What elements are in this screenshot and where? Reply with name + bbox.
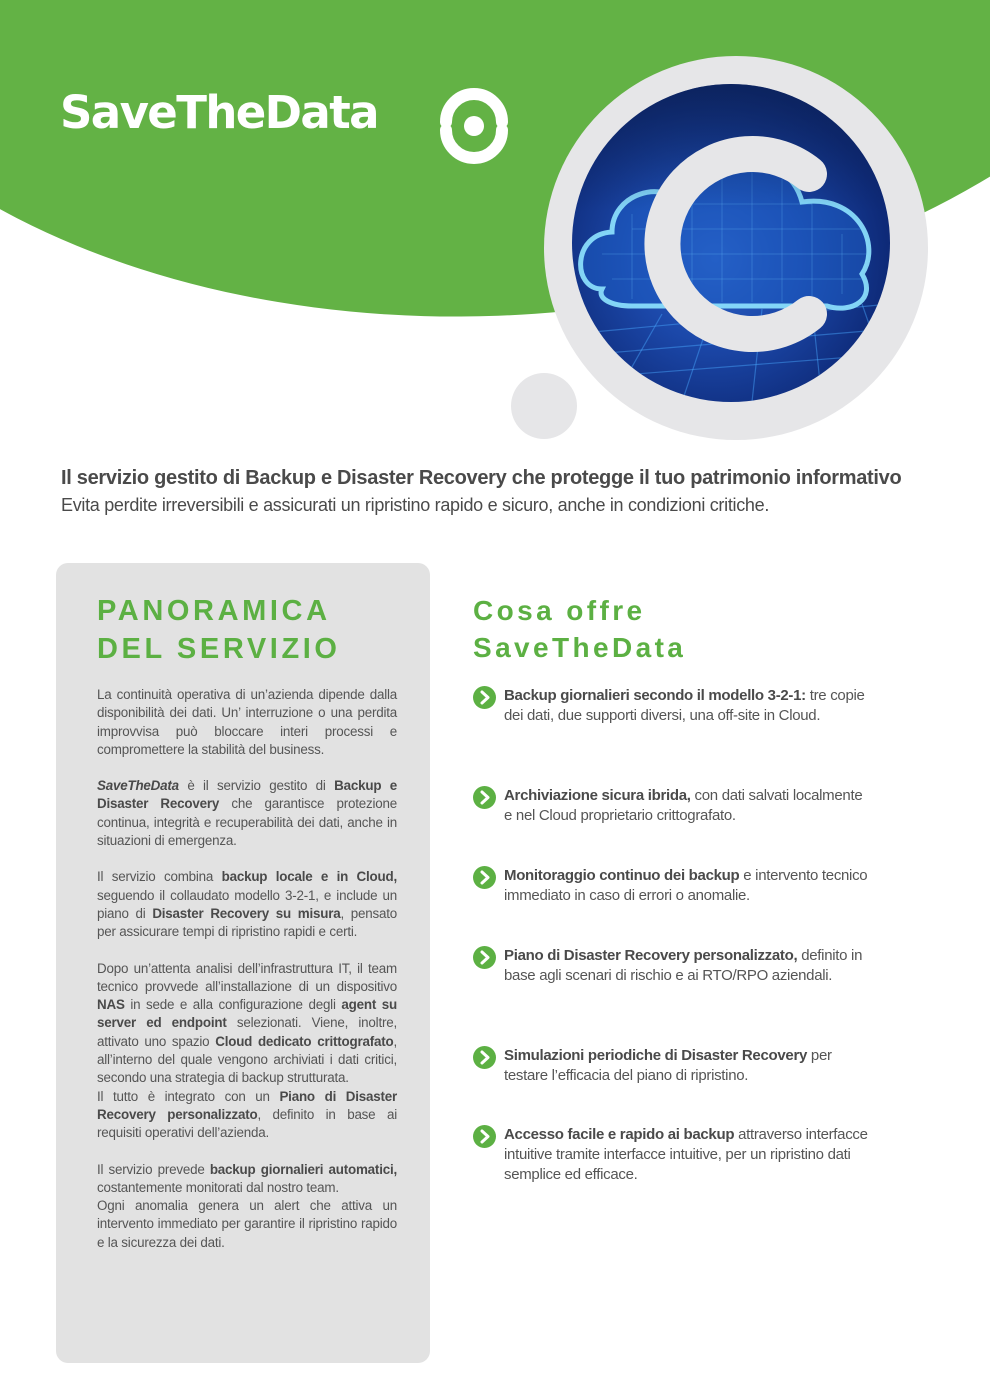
offer-item-bold: Simulazioni periodiche di Disaster Recovery (504, 1047, 808, 1064)
overview-paragraph (97, 960, 397, 1088)
overview-body (97, 686, 397, 1270)
text-span: , pensato per assicurare tempi di ripristino rapidi e certi. (97, 905, 398, 940)
text-span: , all’interno del quale vengono archiviati i dati critici, secondo una strategia di backup strutturata. (97, 1033, 397, 1086)
offer-item-desc: tre copie dei dati, due supporti diversi, una off-site in Cloud. (504, 687, 865, 724)
text-bold: backup locale e in Cloud, (221, 869, 397, 885)
text-span: Il tutto è integrato con un (97, 1088, 280, 1104)
chevron-right-icon (473, 866, 496, 889)
overview-paragraph: Ogni anomalia genera un alert che attiva un intervento immediato per garantire il ripristino rapido e la sicurezza dei dati. (97, 1198, 397, 1250)
chevron-right-icon (473, 946, 496, 969)
offer-item-text (504, 866, 874, 906)
offer-item-text (504, 1125, 874, 1185)
decorative-dot (511, 373, 577, 439)
offer-item-text (504, 1046, 874, 1086)
intro-title: Il servizio gestito di Backup e Disaster Recovery che protegge il tuo patrimonio informativo (61, 467, 902, 489)
offer-item-bold: Accesso facile e rapido ai backup (504, 1126, 735, 1143)
offer-item-desc: e intervento tecnico immediato in caso di errori o anomalie. (504, 867, 868, 904)
text-span: costantemente monitorati dal nostro team. (97, 1179, 339, 1195)
intro-section (61, 465, 921, 518)
intro-subtitle: Evita perdite irreversibili e assicurati un ripristino rapido e sicuro, anche in condizioni critiche. (61, 495, 770, 515)
text-bold: Disaster Recovery su misura (152, 905, 341, 921)
offer-item-bold: Archiviazione sicura ibrida, (504, 787, 691, 804)
text-bold: Piano di Disaster Recovery personalizzato (97, 1088, 398, 1122)
text-bold: Backup e Disaster Recovery (97, 778, 397, 812)
text-bold: NAS (97, 997, 125, 1013)
text-span: selezionati. Viene, inoltre, attivato uno spazio (97, 1015, 397, 1049)
text-span: è il servizio gestito di (178, 778, 335, 794)
offer-item-text (504, 946, 874, 986)
offer-title (473, 592, 686, 666)
sync-logo-icon (430, 82, 518, 170)
overview-paragraph (97, 868, 397, 941)
text-bold: backup giornalieri automatici, (209, 1161, 398, 1177)
brand-logo-text: SaveTheData (60, 86, 378, 139)
overview-paragraph (97, 1161, 397, 1198)
offer-item-desc: definito in base agli scenari di rischio e ai RTO/RPO aziendali. (504, 947, 863, 984)
offer-item-desc: attraverso interfacce intuitive tramite interfacce intuitive, per un ripristino dati semplice ed efficace. (504, 1126, 868, 1183)
offer-item-desc: per testare l’efficacia del piano di ripristino. (504, 1047, 832, 1084)
overview-paragraph: La continuità operativa di un’azienda dipende dalla disponibilità dei dati. Un’ interruzione o una perdita improvvisa può bloccare interi processi e compromettere la stabilità del business. (97, 687, 397, 757)
offer-title-line2: SaveTheData (473, 632, 687, 663)
chevron-right-icon (473, 1125, 496, 1148)
chevron-right-icon (473, 786, 496, 809)
offer-item-text (504, 786, 874, 826)
text-span: Dopo un’attenta analisi dell’infrastruttura IT, il team tecnico provvede all’installazione di un dispositivo (97, 960, 397, 994)
text-bold: Cloud dedicato crittografato (215, 1033, 394, 1049)
text-bold: agent su server ed endpoint (97, 997, 397, 1031)
overview-title-line2: DEL SERVIZIO (97, 633, 341, 665)
offer-item-bold: Monitoraggio continuo dei backup (504, 867, 740, 884)
offer-item-text (504, 686, 874, 726)
offer-item-desc: con dati salvati localmente e nel Cloud proprietario crittografato. (504, 787, 863, 824)
text-span: seguendo il collaudato modello 3-2-1, e include un piano di (97, 887, 397, 921)
text-span: , definito in base ai requisiti operativi dell’azienda. (97, 1106, 397, 1141)
chevron-right-icon (473, 686, 496, 709)
brand-mention: SaveTheData (97, 778, 179, 794)
overview-title (97, 592, 341, 668)
overview-paragraph (97, 1088, 397, 1143)
overview-paragraph (97, 777, 397, 850)
offer-item-bold: Piano di Disaster Recovery personalizzato, (504, 947, 798, 964)
offer-title-line1: Cosa offre (473, 595, 646, 626)
text-span: che garantisce protezione continua, integrità e recuperabilità dei dati, anche in situazioni di emergenza. (97, 796, 397, 849)
text-span: Il servizio prevede (97, 1161, 210, 1177)
hero-cloud-image (572, 84, 890, 402)
offer-item-bold: Backup giornalieri secondo il modello 3-2-1: (504, 687, 806, 704)
text-span: in sede e alla configurazione degli (124, 997, 342, 1013)
chevron-right-icon (473, 1046, 496, 1069)
text-span: Il servizio combina (97, 869, 222, 885)
overview-title-line1: PANORAMICA (97, 595, 331, 627)
